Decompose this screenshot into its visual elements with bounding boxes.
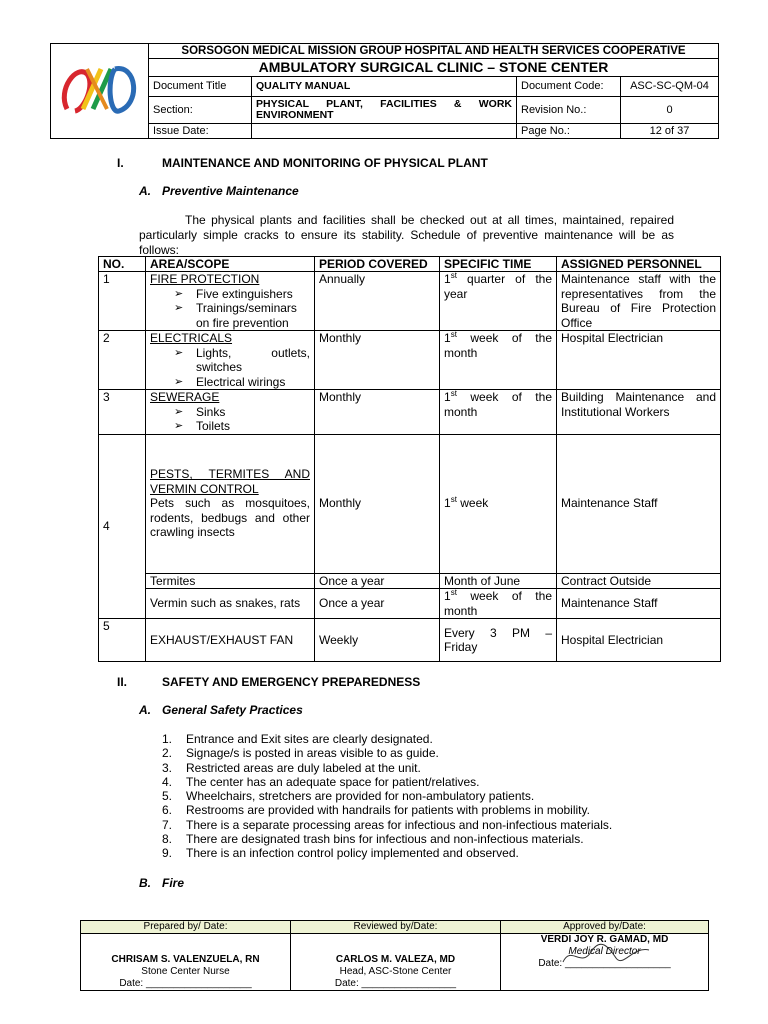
table-row [99,331,721,390]
subsection-2b-title: Fire [162,876,185,890]
row-area [146,390,315,435]
subsection-a-letter: A. [139,184,151,198]
row-no: 2 [99,331,146,390]
row-time: Month of June [440,573,557,589]
row-area [146,434,315,573]
prepared-by-title: Stone Center Nurse [141,966,230,977]
page-label: Page No.: [517,124,621,139]
maintenance-schedule-table [98,256,721,662]
row-period: Monthly [315,331,440,390]
row-time: 1st quarter of the year [440,272,557,331]
row-area: EXHAUST/EXHAUST FAN [146,619,315,662]
approved-by-cell [501,934,709,991]
list-item: 4. The center has an adequate space for patient/relatives. [162,774,480,789]
table-header-row [99,257,721,272]
list-item: 3. Restricted areas are duly labeled at the unit. [162,760,421,775]
row-time: 1st week of the month [440,390,557,435]
row-period: Annually [315,272,440,331]
reviewed-by-label: Reviewed by/Date: [291,921,501,934]
table-row [99,573,721,589]
row-personnel: Maintenance Staff [557,434,721,573]
area-description: Pets such as mosquitoes, rodents, bedbugs and other crawling insects [150,496,310,540]
document-header [50,43,719,139]
page-value: 12 of 37 [621,124,719,139]
logo-cell [51,44,149,139]
col-header-time: SPECIFIC TIME [440,257,557,272]
row-period: Once a year [315,589,440,619]
row-personnel: Contract Outside [557,573,721,589]
section-value: PHYSICAL PLANT, FACILITIES & WORK ENVIRONMENT [252,97,517,124]
area-items [150,405,310,434]
revision-value: 0 [621,97,719,124]
list-item: 9. There is an infection control policy implemented and observed. [162,846,519,861]
list-item: 7. There is a separate processing areas for infectious and non-infectious materials. [162,817,613,832]
doc-title-value: QUALITY MANUAL [252,77,517,97]
row-personnel: Hospital Electrician [557,619,721,662]
safety-practices-list [162,732,722,861]
clinic-name: AMBULATORY SURGICAL CLINIC – STONE CENTER [149,59,719,77]
approved-by-title: Medical Director [568,946,641,957]
section-2-number: II. [117,675,128,689]
prepared-by-name: CHRISAM S. VALENZUELA, RN [111,954,260,965]
subsection-2b-letter: B. [139,876,151,890]
col-header-personnel: ASSIGNED PERSONNEL [557,257,721,272]
row-no: 1 [99,272,146,331]
signature-table [80,920,709,991]
row-personnel: Maintenance Staff [557,589,721,619]
preventive-maintenance-paragraph: The physical plants and facilities shall be checked out at all times, maintained, repaired particularly simple cracks to ensure its stability. Schedule of preventive maintenance will be as follows: [139,213,674,257]
row-time: 1st week [440,434,557,573]
section-1-number: I. [117,156,124,170]
list-item: ➢ Sinks [174,405,310,420]
list-item: ➢ Trainings/seminars on fire prevention [174,301,310,330]
row-period: Monthly [315,390,440,435]
area-items [150,287,310,331]
row-no: 4 [99,434,146,619]
row-period: Weekly [315,619,440,662]
col-header-area: AREA/SCOPE [146,257,315,272]
doc-code-value: ASC-SC-QM-04 [621,77,719,97]
table-row [99,390,721,435]
issue-date-value [252,124,517,139]
area-title: SEWERAGE [150,390,220,404]
organization-logo [57,59,143,119]
approved-by-date: Date: ___________________ [538,958,671,969]
table-row [99,619,721,662]
list-item: 2. Signage/s is posted in areas visible to as guide. [162,746,439,761]
area-title: PESTS, TERMITES AND VERMIN CONTROL [150,467,310,496]
list-item: 1. Entrance and Exit sites are clearly designated. [162,732,433,746]
reviewed-by-date: Date: _________________ [334,978,457,989]
row-period: Monthly [315,434,440,573]
section-label: Section: [149,97,252,124]
table-row [99,434,721,573]
col-header-period: PERIOD COVERED [315,257,440,272]
row-personnel: Hospital Electrician [557,331,721,390]
signature-scribble [561,940,651,970]
table-row [99,272,721,331]
section-1-title: MAINTENANCE AND MONITORING OF PHYSICAL PLANT [162,156,488,170]
subsection-a-title: Preventive Maintenance [162,184,299,198]
row-area: Termites [146,573,315,589]
section-2-title: SAFETY AND EMERGENCY PREPAREDNESS [162,675,421,689]
row-period: Once a year [315,573,440,589]
revision-label: Revision No.: [517,97,621,124]
row-area: Vermin such as snakes, rats [146,589,315,619]
row-personnel: Building Maintenance and Institutional Workers [557,390,721,435]
row-time: 1st week of the month [440,331,557,390]
row-time: 1st week of the month [440,589,557,619]
issue-date-label: Issue Date: [149,124,252,139]
approved-by-label: Approved by/Date: [501,921,709,934]
list-item: ➢ Five extinguishers [174,287,310,302]
list-item: ➢ Toilets [174,419,310,434]
reviewed-by-title: Head, ASC-Stone Center [339,966,452,977]
prepared-by-cell [81,934,291,991]
organization-name: SORSOGON MEDICAL MISSION GROUP HOSPITAL AND HEALTH SERVICES COOPERATIVE [149,44,719,59]
row-no: 5 [99,619,146,662]
row-area [146,272,315,331]
row-no: 3 [99,390,146,435]
table-row [99,589,721,619]
subsection-2a-letter: A. [139,703,151,717]
prepared-by-label: Prepared by/ Date: [81,921,291,934]
doc-code-label: Document Code: [517,77,621,97]
area-title: FIRE PROTECTION [150,272,260,286]
reviewed-by-name: CARLOS M. VALEZA, MD [335,954,456,965]
row-area [146,331,315,390]
col-header-no: NO. [99,257,146,272]
area-items [150,346,310,390]
list-item: ➢ Electrical wirings [174,375,310,390]
subsection-2a-title: General Safety Practices [162,703,303,717]
list-item: ➢ Lights, outlets, switches [174,346,310,375]
approved-by-name: VERDI JOY R. GAMAD, MD [540,934,669,945]
row-time: Every 3 PM – Friday [440,619,557,662]
list-item: 5. Wheelchairs, stretchers are provided for non-ambulatory patients. [162,789,535,804]
area-title: ELECTRICALS [150,331,233,345]
reviewed-by-cell [291,934,501,991]
prepared-by-date: Date: ___________________ [119,978,252,989]
row-personnel: Maintenance staff with the representatives from the Bureau of Fire Protection Office [557,272,721,331]
list-item: 6. Restrooms are provided with handrails for patients with problems in mobility. [162,803,590,818]
list-item: 8. There are designated trash bins for infectious and non-infectious materials. [162,832,584,847]
doc-title-label: Document Title [149,77,252,97]
